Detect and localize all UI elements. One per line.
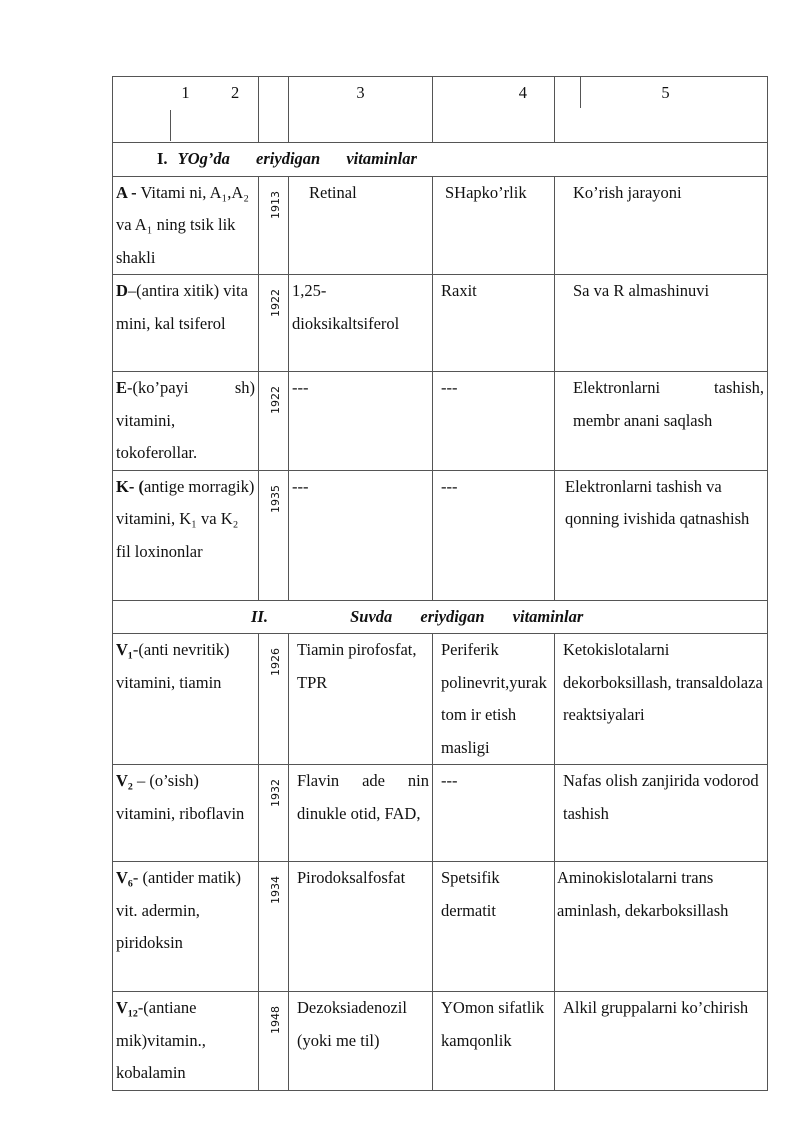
header-cell-2: 2 — [259, 77, 289, 143]
biological-function: Alkil gruppalarni ko’chirish — [555, 992, 768, 1091]
deficiency-disease: Raxit — [433, 275, 555, 372]
vitamin-name: V₆- (antider matik) vit. adermin, piridoksin — [113, 862, 259, 992]
active-form: Dezoksiadenozil (yoki me til) — [289, 992, 433, 1091]
vitamin-name: V₁-(anti nevritik) vitamini, tiamin — [113, 634, 259, 765]
biological-function: Ko’rish jarayoni — [555, 176, 768, 275]
discovery-year: 1913 — [259, 176, 289, 275]
discovery-year: 1935 — [259, 470, 289, 600]
deficiency-disease: Periferik polinevrit,yurak tom ir etish masligi — [433, 634, 555, 765]
active-form: Pirodoksalfosfat — [289, 862, 433, 992]
vitamin-row-v12 — [113, 992, 768, 1091]
active-form: 1,25-dioksikaltsiferol — [289, 275, 433, 372]
deficiency-disease: Spetsifik dermatit — [433, 862, 555, 992]
vitamin-name: V₂ – (o’sish) vitamini, riboflavin — [113, 765, 259, 862]
deficiency-disease: SHapko’rlik — [433, 176, 555, 275]
vitamin-name: D–(antira xitik) vita mini, kal tsiferol — [113, 275, 259, 372]
deficiency-disease: --- — [433, 372, 555, 471]
discovery-year: 1934 — [259, 862, 289, 992]
biological-function: Sa va R almashinuvi — [555, 275, 768, 372]
deficiency-disease: --- — [433, 470, 555, 600]
vitamin-row-a — [113, 176, 768, 275]
discovery-year: 1948 — [259, 992, 289, 1091]
vitamin-row-d — [113, 275, 768, 372]
header-cell-5: 5 — [555, 77, 768, 143]
biological-function: Ketokislotalarni dekorboksillash, transaldolaza reaktsiyalari — [555, 634, 768, 765]
vitamin-row-v1 — [113, 634, 768, 765]
section-1-row — [113, 143, 768, 177]
vitamin-row-v6 — [113, 862, 768, 992]
vitamin-row-v2 — [113, 765, 768, 862]
vitamin-name: K- (antige morragik) vitamini, K₁ va K₂ fil loxinonlar — [113, 470, 259, 600]
discovery-year: 1932 — [259, 765, 289, 862]
section-1-title: I. YOg’da eriydigan vitaminlar — [113, 143, 768, 177]
header-cell-1: 1 — [113, 77, 259, 143]
deficiency-disease: --- — [433, 765, 555, 862]
vitamin-name: V₁₂-(antiane mik)vitamin., kobalamin — [113, 992, 259, 1091]
active-form: Tiamin pirofosfat, TPR — [289, 634, 433, 765]
section-2-row — [113, 600, 768, 634]
biological-function: Aminokislotalarni trans aminlash, dekarboksillash — [555, 862, 768, 992]
vitamins-table — [112, 76, 768, 1091]
header-row — [113, 77, 768, 143]
biological-function: Elektronlarni tashish, membr anani saqlash — [555, 372, 768, 471]
active-form: --- — [289, 470, 433, 600]
biological-function: Nafas olish zanjirida vodorod tashish — [555, 765, 768, 862]
biological-function: Elektronlarni tashish va qonning ivishida qatnashish — [555, 470, 768, 600]
deficiency-disease: YOmon sifatlik kamqonlik — [433, 992, 555, 1091]
discovery-year: 1922 — [259, 372, 289, 471]
header-cell-3: 3 — [289, 77, 433, 143]
vitamin-row-k — [113, 470, 768, 600]
vitamin-row-e — [113, 372, 768, 471]
active-form: Flavin ade nin dinukle otid, FAD, — [289, 765, 433, 862]
discovery-year: 1926 — [259, 634, 289, 765]
vitamin-name: A - Vitami ni, A₁,A₂ va A₁ ning tsik lik shakli — [113, 176, 259, 275]
active-form: Retinal — [289, 176, 433, 275]
section-2-title: II. Suvda eriydigan vitaminlar — [113, 600, 768, 634]
active-form: --- — [289, 372, 433, 471]
discovery-year: 1922 — [259, 275, 289, 372]
header-cell-4: 4 — [433, 77, 555, 143]
vitamin-name: E-(ko’payi sh) vitamini, tokoferollar. — [113, 372, 259, 471]
